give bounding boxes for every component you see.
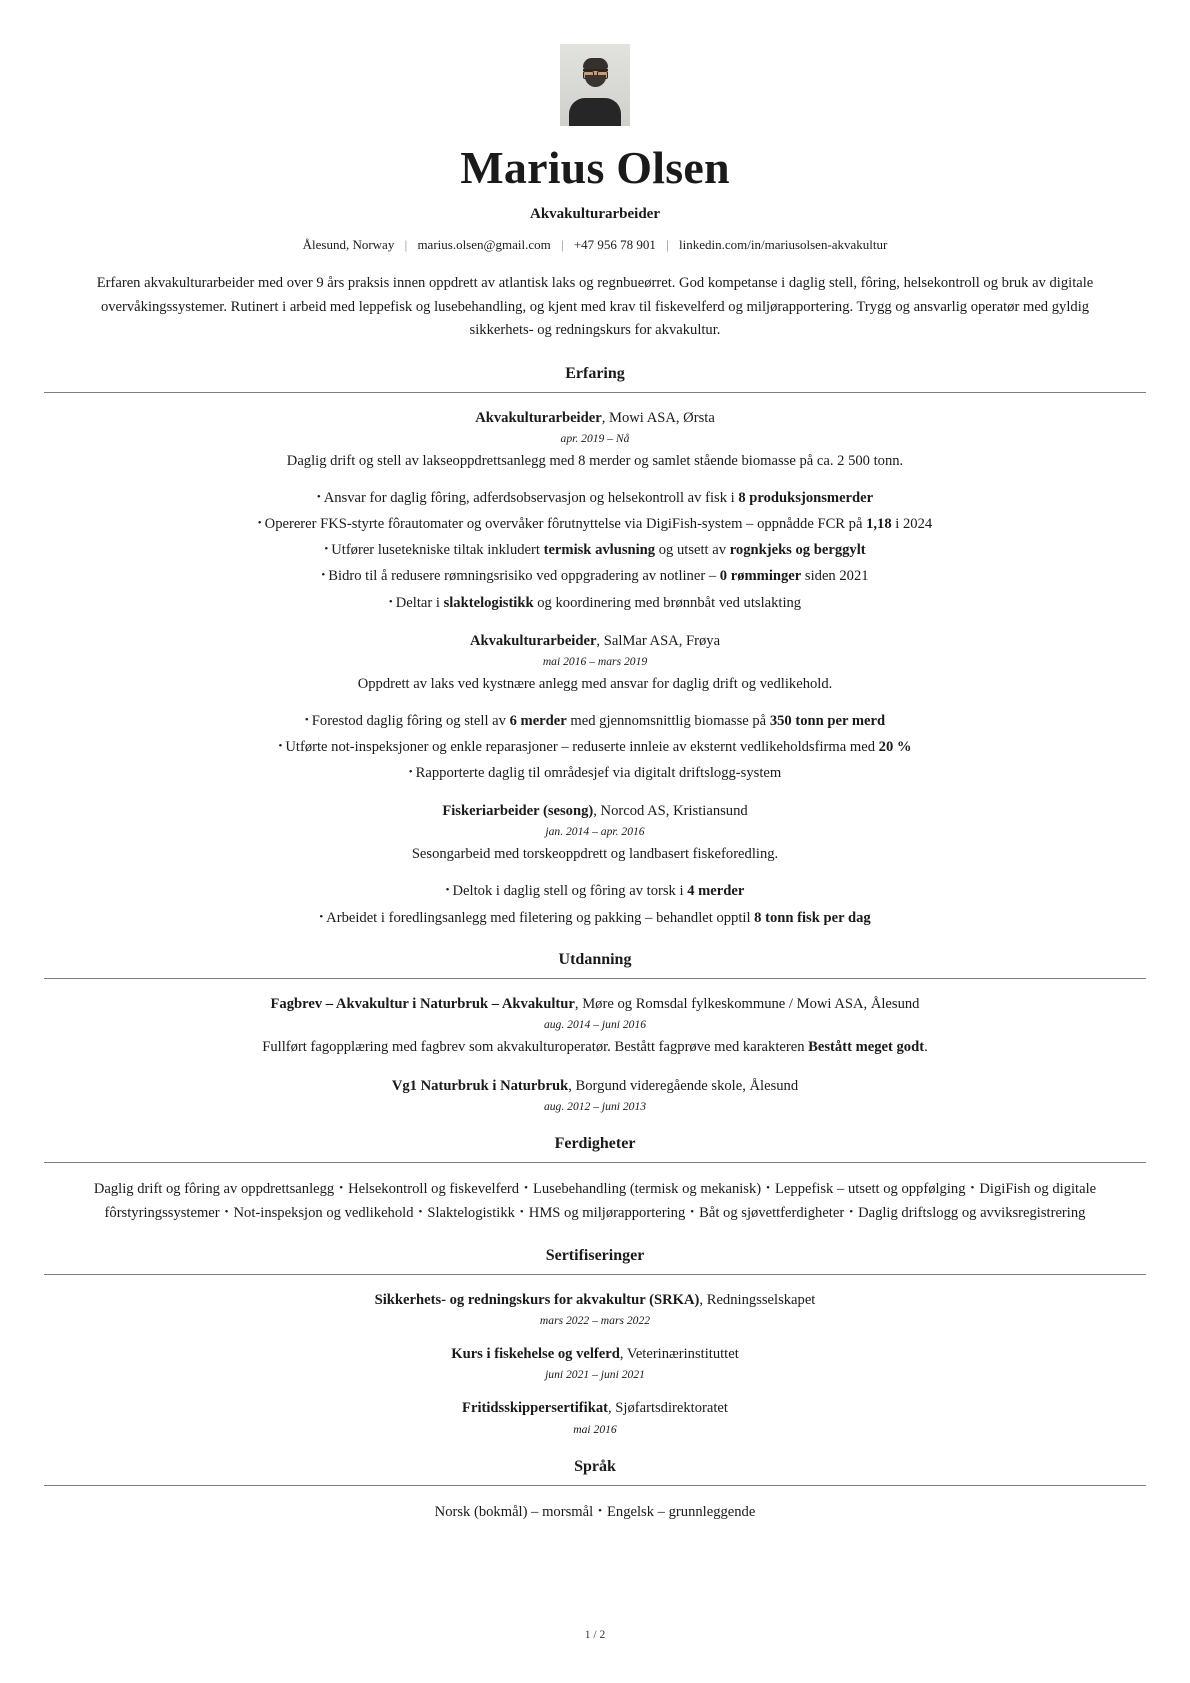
language-item: Norsk (bokmål) – morsmål [434,1503,594,1520]
education-date: aug. 2012 – juni 2013 [543,1099,647,1113]
bullet-dot-icon: • [445,884,450,897]
certification-date: mars 2022 – mars 2022 [539,1314,651,1328]
experience-entry-header [44,631,1146,652]
bullet-item: • Bidro til å redusere rømningsrisiko ved oppgradering av notliner – 0 rømminger siden 2021 [321,568,869,585]
contact-separator: | [404,236,408,252]
certification-name: Fritidsskippersertifikat [462,1400,608,1417]
bullet-item: • Utfører lusetekniske tiltak inkludert termisk avlusning og utsett av rognkjeks og berggylt [324,542,866,559]
separator-dot-icon: • [524,1181,528,1194]
section-divider [44,1162,1146,1163]
avatar-wrap [44,44,1146,126]
separator-dot-icon: • [970,1181,975,1194]
experience-bullets [44,880,1146,928]
highlight-text: 4 merder [687,883,745,900]
certification-date: juni 2021 – juni 2021 [545,1368,645,1382]
certification-issuer: , Veterinærinstituttet [619,1346,739,1363]
experience-description: Daglig drift og stell av lakseoppdrettsanlegg med 8 merder og samlet stående biomasse på ca. 2 500 tonn. [286,452,904,469]
bullet-dot-icon: • [408,766,413,779]
bullet-item: • Deltok i daglig stell og fôring av torsk i 4 merder [445,883,745,900]
certification-entry [44,1344,1146,1381]
education-entry [44,994,1146,1059]
education-description: Fullført fagopplæring med fagbrev som akvakulturoperatør. Bestått fagprøve med karakteren Bestått meget godt. [262,1038,928,1055]
separator-dot-icon: • [519,1205,524,1218]
experience-date: jan. 2014 – apr. 2016 [545,825,645,839]
certification-entry-header [44,1290,1146,1311]
contact-phone[interactable]: +47 956 78 901 [573,236,656,252]
highlight-text: 350 tonn per merd [769,712,886,729]
education-entry-header [44,994,1146,1015]
experience-role: Akvakulturarbeider [469,632,597,649]
certification-entry [44,1398,1146,1435]
highlight-text: 0 rømminger [719,568,802,585]
experience-company: , SalMar ASA, Frøya [596,632,721,649]
section-title-experience: Erfaring [565,364,625,382]
avatar [560,44,630,126]
separator-dot-icon: • [339,1181,344,1194]
experience-entry [44,801,1146,928]
education-entry-header [44,1076,1146,1097]
section-certifications [44,1247,1146,1435]
certification-name: Kurs i fiskehelse og velferd [451,1346,620,1363]
education-entry [44,1076,1146,1113]
bullet-item: • Ansvar for daglig fôring, adferdsobservasjon og helsekontroll av fisk i 8 produksjonsmerder [316,489,874,506]
section-experience [44,365,1146,929]
section-divider [44,978,1146,979]
summary-text: Erfaren akvakulturarbeider med over 9 års praksis innen oppdrett av atlantisk laks og regnbueørret. God kompetanse i daglig stell, fôring, helsekontroll og bruk av digitale overvåkingssystemer. Rutinert i arbeid med leppefisk og lusebehandling, og kjent med krav til fiskevelferd og miljørapportering. Trygg og ansvarlig operatør med gyldig sikkerhets- og redningskurs for akvakultur. [96,274,1094,339]
skill-item: Daglig driftslogg og avviksregistrering [858,1204,1086,1221]
section-languages [44,1458,1146,1525]
experience-entry [44,408,1146,614]
separator-dot-icon: • [598,1504,602,1517]
experience-entry-header [44,408,1146,429]
certification-issuer: , Sjøfartsdirektoratet [607,1400,728,1417]
experience-date: apr. 2019 – Nå [560,431,630,445]
certification-entry-header [44,1398,1146,1419]
section-title-education: Utdanning [558,950,632,968]
avatar-body [569,98,621,126]
experience-company: , Mowi ASA, Ørsta [601,409,715,426]
bullet-dot-icon: • [319,910,324,923]
avatar-hair [583,58,608,69]
highlight-text: slaktelogistikk [443,594,534,611]
languages-list [75,1501,1115,1525]
contact-line [44,237,1146,253]
bullet-dot-icon: • [321,569,326,582]
section-divider [44,392,1146,393]
experience-role: Fiskeriarbeider (sesong) [442,803,594,820]
bullet-dot-icon: • [316,490,321,503]
experience-description: Oppdrett av laks ved kystnære anlegg med ansvar for daglig drift og vedlikehold. [357,675,833,692]
bullet-item: • Opererer FKS-styrte fôrautomater og overvåker fôrutnyttelse via DigiFish-system – oppnådde FCR på 1,18 i 2024 [257,516,933,533]
education-institution: , Borgund videregående skole, Ålesund [568,1077,799,1094]
skill-item: Leppefisk – utsett og oppfølging [775,1180,966,1197]
page-number: 1 / 2 [584,1629,606,1641]
highlight-text: 8 produksjonsmerder [738,489,874,506]
separator-dot-icon: • [224,1205,229,1218]
skill-item: Daglig drift og fôring av oppdrettsanlegg [93,1180,335,1197]
separator-dot-icon: • [418,1205,423,1218]
highlight-text: 1,18 [866,516,892,533]
skill-item: HMS og miljørapportering [528,1204,686,1221]
highlight-text: termisk avlusning [543,542,656,559]
separator-dot-icon: • [690,1205,695,1218]
experience-bullets [44,487,1146,614]
education-list [44,994,1146,1113]
contact-email[interactable]: marius.olsen@gmail.com [417,236,551,252]
skills-list [75,1178,1115,1225]
skill-item: Lusebehandling (termisk og mekanisk) [532,1180,762,1197]
education-degree: Fagbrev – Akvakultur i Naturbruk – Akvakultur [270,995,575,1012]
skill-item: DigiFish og digitale fôrstyringssystemer [104,1180,1097,1221]
bullet-dot-icon: • [278,739,283,752]
bullet-item: • Forestod daglig fôring og stell av 6 merder med gjennomsnittlig biomasse på 350 tonn per merd [304,712,886,729]
certification-name: Sikkerhets- og redningskurs for akvakultur (SRKA) [374,1292,700,1309]
certifications-list [44,1290,1146,1435]
separator-dot-icon: • [849,1205,854,1218]
highlight-text: 8 tonn fisk per dag [754,909,871,926]
section-title-certifications: Sertifiseringer [545,1247,645,1265]
bullet-dot-icon: • [324,543,329,556]
highlight-text: Bestått meget godt [808,1038,925,1055]
contact-location: Ålesund, Norway [302,236,395,252]
bullet-item: • Deltar i slaktelogistikk og koordinering med brønnbåt ved utslakting [388,594,802,611]
bullet-dot-icon: • [257,517,262,530]
highlight-text: rognkjeks og berggylt [729,542,866,559]
skill-item: Helsekontroll og fiskevelferd [348,1180,520,1197]
highlight-text: 20 % [878,738,912,755]
experience-role: Akvakulturarbeider [475,409,602,426]
section-education [44,951,1146,1113]
skill-item: Båt og sjøvettferdigheter [699,1204,845,1221]
bullet-item: • Arbeidet i foredlingsanlegg med filetering og pakking – behandlet opptil 8 tonn fisk per dag [319,909,871,926]
job-title: Akvakulturarbeider [529,205,660,222]
section-divider [44,1274,1146,1275]
section-skills [44,1135,1146,1225]
bullet-item: • Utførte not-inspeksjoner og enkle reparasjoner – reduserte innleie av eksternt vedlikeholdsfirma med 20 % [278,738,912,755]
skill-item: Not-inspeksjon og vedlikehold [233,1204,414,1221]
certification-issuer: , Redningsselskapet [699,1292,816,1309]
education-institution: , Møre og Romsdal fylkeskommune / Mowi ASA, Ålesund [574,995,920,1012]
contact-linkedin[interactable]: linkedin.com/in/mariusolsen-akvakultur [679,236,888,252]
contact-separator: | [560,236,564,252]
education-date: aug. 2014 – juni 2016 [543,1017,647,1031]
experience-company: , Norcod AS, Kristiansund [593,803,748,820]
experience-bullets [44,710,1146,785]
section-divider [44,1485,1146,1486]
experience-description: Sesongarbeid med torskeoppdrett og landbasert fiskeforedling. [411,846,779,863]
language-item: Engelsk – grunnleggende [607,1503,756,1520]
experience-list [44,408,1146,929]
section-title-skills: Ferdigheter [554,1134,636,1152]
highlight-text: 6 merder [509,712,567,729]
certification-date: mai 2016 [573,1422,617,1436]
certification-entry-header [44,1344,1146,1365]
experience-date: mai 2016 – mars 2019 [542,654,648,668]
contact-separator: | [666,236,669,252]
experience-entry [44,631,1146,785]
bullet-dot-icon: • [388,595,393,608]
bullet-item: • Rapporterte daglig til områdesjef via digitalt driftslogg-system [408,765,782,782]
page-title: Marius Olsen [460,142,730,193]
skill-item: Slaktelogistikk [427,1204,515,1221]
certification-entry [44,1290,1146,1327]
bullet-dot-icon: • [304,713,309,726]
section-title-languages: Språk [574,1457,616,1475]
experience-entry-header [44,801,1146,822]
education-degree: Vg1 Naturbruk i Naturbruk [391,1077,569,1094]
separator-dot-icon: • [766,1181,770,1194]
